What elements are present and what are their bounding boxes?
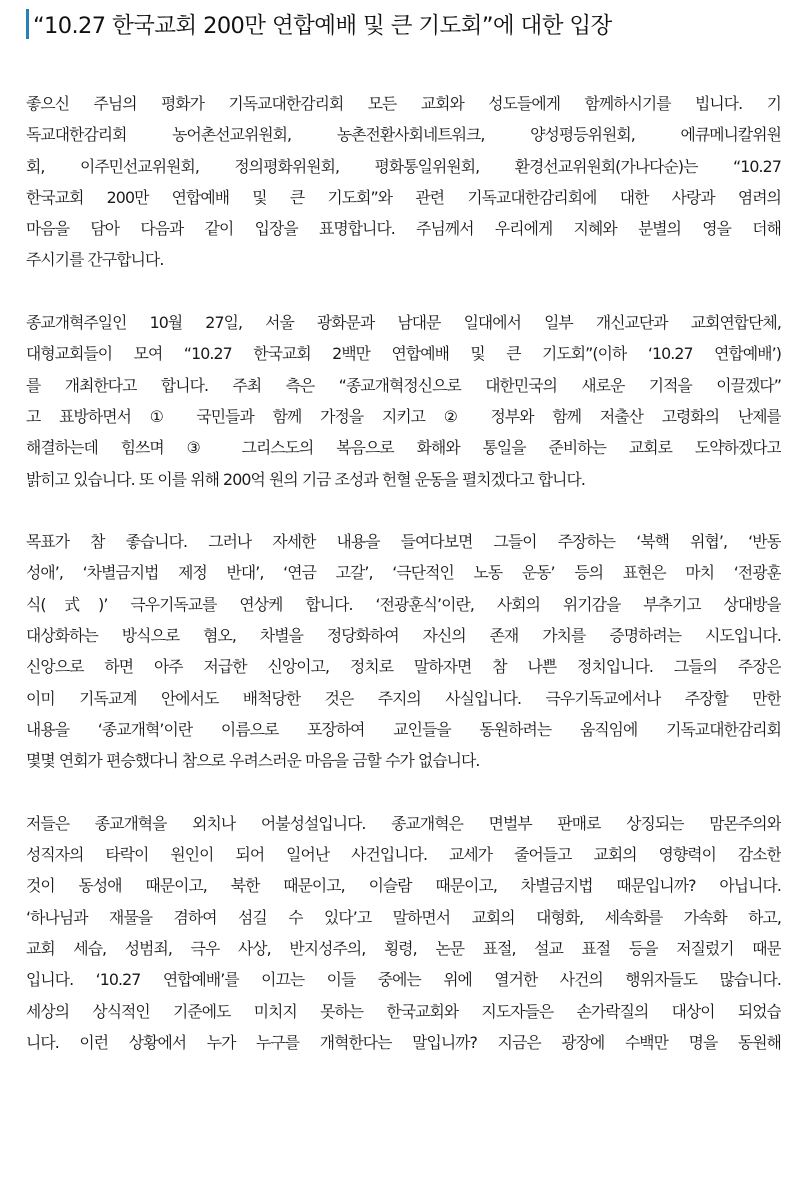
text-line: 목표가 참 좋습니다. 그러나 자세한 내용을 들여다보면 그들이 주장하는 ‘북핵 위협’, ‘반동 [26,532,781,552]
text-line: 성애’, ‘차별금지법 제정 반대’, ‘연금 고갈’, ‘극단적인 노동 운동’ 등의 표현은 마치 ‘전광훈 [26,563,781,583]
text-line: 이미 기독교계 안에서도 배척당한 것은 주지의 사실입니다. 극우기독교에서나 주장할 만한 [26,688,781,708]
paragraph-reformation [26,808,781,1058]
text-line: 한국교회 200만 연합예배 및 큰 기도회”와 관련 기독교대한감리회에 대한 사랑과 염려의 [26,187,781,207]
document-title: “10.27 한국교회 200만 연합예배 및 큰 기도회”에 대한 입장 [33,13,612,39]
document-title-row [26,4,781,44]
paragraph-greeting [26,88,781,276]
text-line: 몇몇 연회가 편승했다니 참으로 우려스러운 마음을 금할 수가 없습니다. [26,751,480,771]
paragraph-gap [26,276,781,307]
text-line: 좋으신 주님의 평화가 기독교대한감리회 모든 교회와 성도들에게 함께하시기를 빕니다. 기 [26,94,781,113]
text-line: 입니다. ‘10.27 연합예배’를 이끄는 이들 중에는 위에 열거한 사건의 행위자들도 많습니다. [26,970,781,990]
text-line: 회, 이주민선교위원회, 정의평화위원회, 평화통일위원회, 환경선교위원회(가나다순)는 “10.27 [26,156,781,176]
text-cursor-marker [26,9,29,39]
text-line: 신앙으로 하면 아주 저급한 신앙이고, 정치로 말하자면 참 나쁜 정치입니다. 그들의 주장은 [26,657,781,677]
text-line: 내용을 ‘종교개혁’이란 이름으로 포장하여 교인들을 동원하려는 움직임에 기독교대한감리회 [26,719,781,739]
text-line: 고 표방하면서 ① 국민들과 함께 가정을 지키고 ② 정부와 함께 저출산 고령화의 난제를 [26,406,781,426]
text-line: 해결하는데 힘쓰며 ③ 그리스도의 복음으로 화해와 통일을 준비하는 교회로 도약하겠다고 [26,438,781,458]
text-line: 저들은 종교개혁을 외치나 어불성설입니다. 종교개혁은 면벌부 판매로 상징되는 맘몬주의와 [26,813,781,833]
paragraph-critique [26,526,781,776]
text-line: 주시기를 간구합니다. [26,250,164,270]
text-line: 마음을 담아 다음과 같이 입장을 표명합니다. 주님께서 우리에게 지혜와 분별의 영을 더해 [26,219,781,239]
paragraph-event-description [26,307,781,495]
text-line: 독교대한감리회 농어촌선교위원회, 농촌전환사회네트워크, 양성평등위원회, 에큐메니칼위원 [26,125,781,145]
paragraph-gap [26,495,781,526]
text-line: 니다. 이런 상황에서 누가 누구를 개혁한다는 말입니까? 지금은 광장에 수백만 명을 동원해 [26,1032,781,1052]
text-line: 것이 동성애 때문이고, 북한 때문이고, 이슬람 때문이고, 차별금지법 때문입니까? 아닙니다. [26,876,781,896]
text-line: 밝히고 있습니다. 또 이를 위해 200억 원의 기금 조성과 헌혈 운동을 펼치겠다고 합니다. [26,469,586,489]
text-line: ‘하나님과 재물을 겸하여 섬길 수 있다’고 말하면서 교회의 대형화, 세속화를 가속화 하고, [26,907,781,927]
text-line: 종교개혁주일인 10월 27일, 서울 광화문과 남대문 일대에서 일부 개신교단과 교회연합단체, [26,313,781,333]
text-line: 대상화하는 방식으로 혐오, 차별을 정당화하여 자신의 존재 가치를 증명하려는 시도입니다. [26,626,781,646]
text-line: 를 개최한다고 합니다. 주최 측은 “종교개혁정신으로 대한민국의 새로운 기적을 이끌겠다” [26,375,781,395]
text-line: 대형교회들이 모여 “10.27 한국교회 2백만 연합예배 및 큰 기도회”(이하 ‘10.27 연합예배’) [26,344,781,364]
paragraph-gap [26,777,781,808]
text-line: 교회 세습, 성범죄, 극우 사상, 반지성주의, 횡령, 논문 표절, 설교 표절 등을 저질렀기 때문 [26,939,781,959]
text-line: 세상의 상식적인 기준에도 미치지 못하는 한국교회와 지도자들은 손가락질의 대상이 되었습 [26,1001,781,1021]
text-line: 식(式)’ 극우기독교를 연상케 합니다. ‘전광훈식’이란, 사회의 위기감을 부추기고 상대방을 [26,594,781,614]
text-line: 성직자의 타락이 원인이 되어 일어난 사건입니다. 교세가 줄어들고 교회의 영향력이 감소한 [26,845,781,865]
document-body [26,88,781,1177]
